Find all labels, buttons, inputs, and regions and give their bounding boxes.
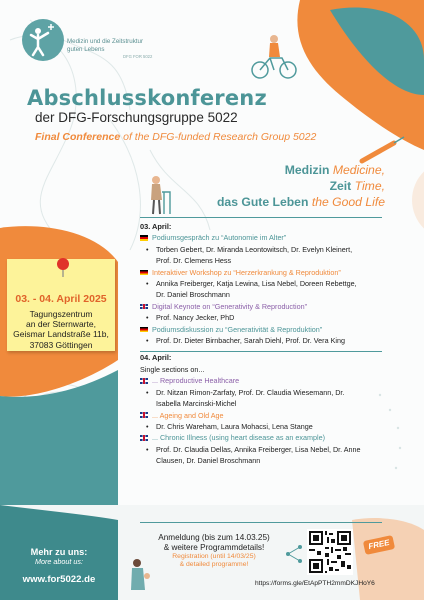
day2-divider <box>140 351 382 352</box>
share-icon <box>284 543 304 565</box>
registration-de-l2: & weitere Programmdetails! <box>163 543 265 552</box>
event-1-speakers <box>140 244 390 267</box>
topic-line3-en: the Good Life <box>311 195 385 209</box>
event-4-speakers <box>140 335 390 346</box>
section-1-title: ... Reproductive Healthcare <box>152 376 240 386</box>
section-2-title: ... Ageing and Old Age <box>152 410 224 420</box>
website-link[interactable]: www.for5022.de <box>22 574 96 585</box>
venue-line2: an der Sternwarte, <box>26 319 96 330</box>
topics-block <box>170 162 385 210</box>
section-3-speakers-l1: Prof. Dr. Claudia Dellas, Annika Freiberger, Lisa Nebel, Dr. Anne <box>156 444 361 454</box>
topic-line3-de: das Gute Leben <box>216 195 309 209</box>
english-subtitle-rest: of the DFG-funded Research Group 5022 <box>123 131 317 143</box>
section-1-speakers-l1: Dr. Nitzan Rimon-Zarfaty, Prof. Dr. Claudia Wiesemann, Dr. <box>156 387 345 397</box>
uk-flag-icon <box>140 412 148 418</box>
section-3 <box>140 432 390 443</box>
event-2-speakers <box>140 278 390 301</box>
registration-block <box>144 533 284 569</box>
section-3-speakers-l2: Clausen, Dr. Daniel Broschmann <box>156 456 261 466</box>
venue-line4: 37083 Göttingen <box>29 339 93 350</box>
logo-line2: guten Lebens <box>67 45 105 53</box>
registration-de-l1: Anmeldung (bis zum 14.03.25) <box>158 533 270 542</box>
section-2-speakers-l1: Dr. Chris Wareham, Laura Mohacsi, Lena Stange <box>156 421 313 431</box>
topic-line1-en: Medicine, <box>332 163 385 177</box>
topic-line1-de: Medizin <box>284 163 330 177</box>
event-1-title: Podiumsgespräch zu “Autonomie im Alter” <box>152 233 287 243</box>
english-subtitle <box>35 131 316 143</box>
uk-flag-icon <box>140 435 148 441</box>
english-subtitle-bold: Final Conference <box>35 131 121 143</box>
german-flag-icon <box>140 270 148 276</box>
bullet-icon: • <box>146 421 149 431</box>
footer-more-de: Mehr zu uns: <box>30 547 88 557</box>
registration-en-l2: & detailed programme! <box>179 561 249 568</box>
section-3-speakers <box>140 444 390 467</box>
mother-child-illustration <box>125 556 155 596</box>
bullet-icon: • <box>146 444 149 454</box>
german-flag-icon <box>140 235 148 241</box>
day1-heading: 03. April: <box>140 222 172 231</box>
topic-line1 <box>170 162 385 178</box>
page-subtitle: der DFG-Forschungsgruppe 5022 <box>35 110 238 125</box>
program <box>140 221 390 467</box>
section-1-speakers-l2: Isabella Marcinski-Michel <box>156 399 237 409</box>
section-1 <box>140 375 390 386</box>
event-3-speakers <box>140 312 390 323</box>
event-2 <box>140 267 390 278</box>
cyclist-illustration <box>250 30 300 82</box>
event-4-speakers-l1: Prof. Dr. Dieter Birnbacher, Sarah Diehl, Prof. Dr. Vera King <box>156 336 345 346</box>
german-flag-icon <box>140 327 148 333</box>
event-1-speakers-l1: Torben Gebert, Dr. Miranda Leontowitsch, Dr. Evelyn Kleinert, <box>156 244 353 254</box>
registration-url[interactable]: https://forms.gle/EtApPTH2mmDKJHoY6 <box>255 580 375 587</box>
event-3-speakers-l1: Prof. Nancy Jecker, PhD <box>156 313 235 323</box>
single-sections-intro: Single sections on... <box>140 364 205 374</box>
divider <box>140 217 382 218</box>
pin-icon <box>54 256 72 278</box>
section-2-speakers <box>140 421 390 432</box>
section-2 <box>140 410 390 421</box>
event-2-speakers-l2: Dr. Daniel Broschmann <box>156 290 230 300</box>
topic-line2-en: Time, <box>354 179 385 193</box>
logo-icon <box>22 19 64 61</box>
uk-flag-icon <box>140 304 148 310</box>
event-1 <box>140 232 390 243</box>
bullet-icon: • <box>146 279 149 289</box>
bullet-icon: • <box>146 244 149 254</box>
section-1-speakers <box>140 387 390 410</box>
footer-about <box>0 547 118 585</box>
logo-line1: Medizin und die Zeitstruktur <box>67 38 144 45</box>
qr-code[interactable] <box>307 529 353 575</box>
bottom-divider <box>140 522 382 523</box>
elderly-illustration <box>142 174 176 218</box>
logo-wordmark <box>67 38 177 59</box>
event-3-title: Digital Keynote on “Generativity & Reproduction” <box>152 301 308 311</box>
topic-line2 <box>170 178 385 194</box>
uk-flag-icon <box>140 378 148 384</box>
bullet-icon: • <box>146 313 149 323</box>
event-date: 03. - 04. April 2025 <box>15 293 107 305</box>
section-3-title: ... Chronic Illness (using heart disease as an example) <box>152 433 325 443</box>
registration-en-l1: Registration (until 14/03/25) <box>172 553 256 560</box>
event-4 <box>140 324 390 335</box>
page-title: Abschlusskonferenz <box>27 86 267 110</box>
syringe-icon <box>358 135 408 165</box>
logo-line3: DFG FOR 5022 <box>123 54 153 59</box>
topic-line2-de: Zeit <box>329 179 352 193</box>
bullet-icon: • <box>146 387 149 397</box>
event-2-speakers-l1: Annika Freiberger, Katja Lewina, Lisa Nebel, Doreen Rebettge, <box>156 279 357 289</box>
footer-more-en: More about us: <box>35 557 83 566</box>
event-2-title: Interaktiver Workshop zu “Herzerkrankung & Reproduktion” <box>152 267 341 277</box>
event-3 <box>140 301 390 312</box>
venue-line1: Tagungszentrum <box>29 309 93 319</box>
topic-line3 <box>170 194 385 210</box>
bullet-icon: • <box>146 336 149 346</box>
event-1-speakers-l2: Prof. Dr. Clemens Hess <box>156 256 232 266</box>
free-badge: FREE <box>363 535 395 555</box>
event-4-title: Podiumsdiskussion zu “Generativität & Reproduktion” <box>152 324 323 334</box>
day2-heading: 04. April: <box>140 353 172 363</box>
venue-line3: Geismar Landstraße 11b, <box>13 329 109 340</box>
